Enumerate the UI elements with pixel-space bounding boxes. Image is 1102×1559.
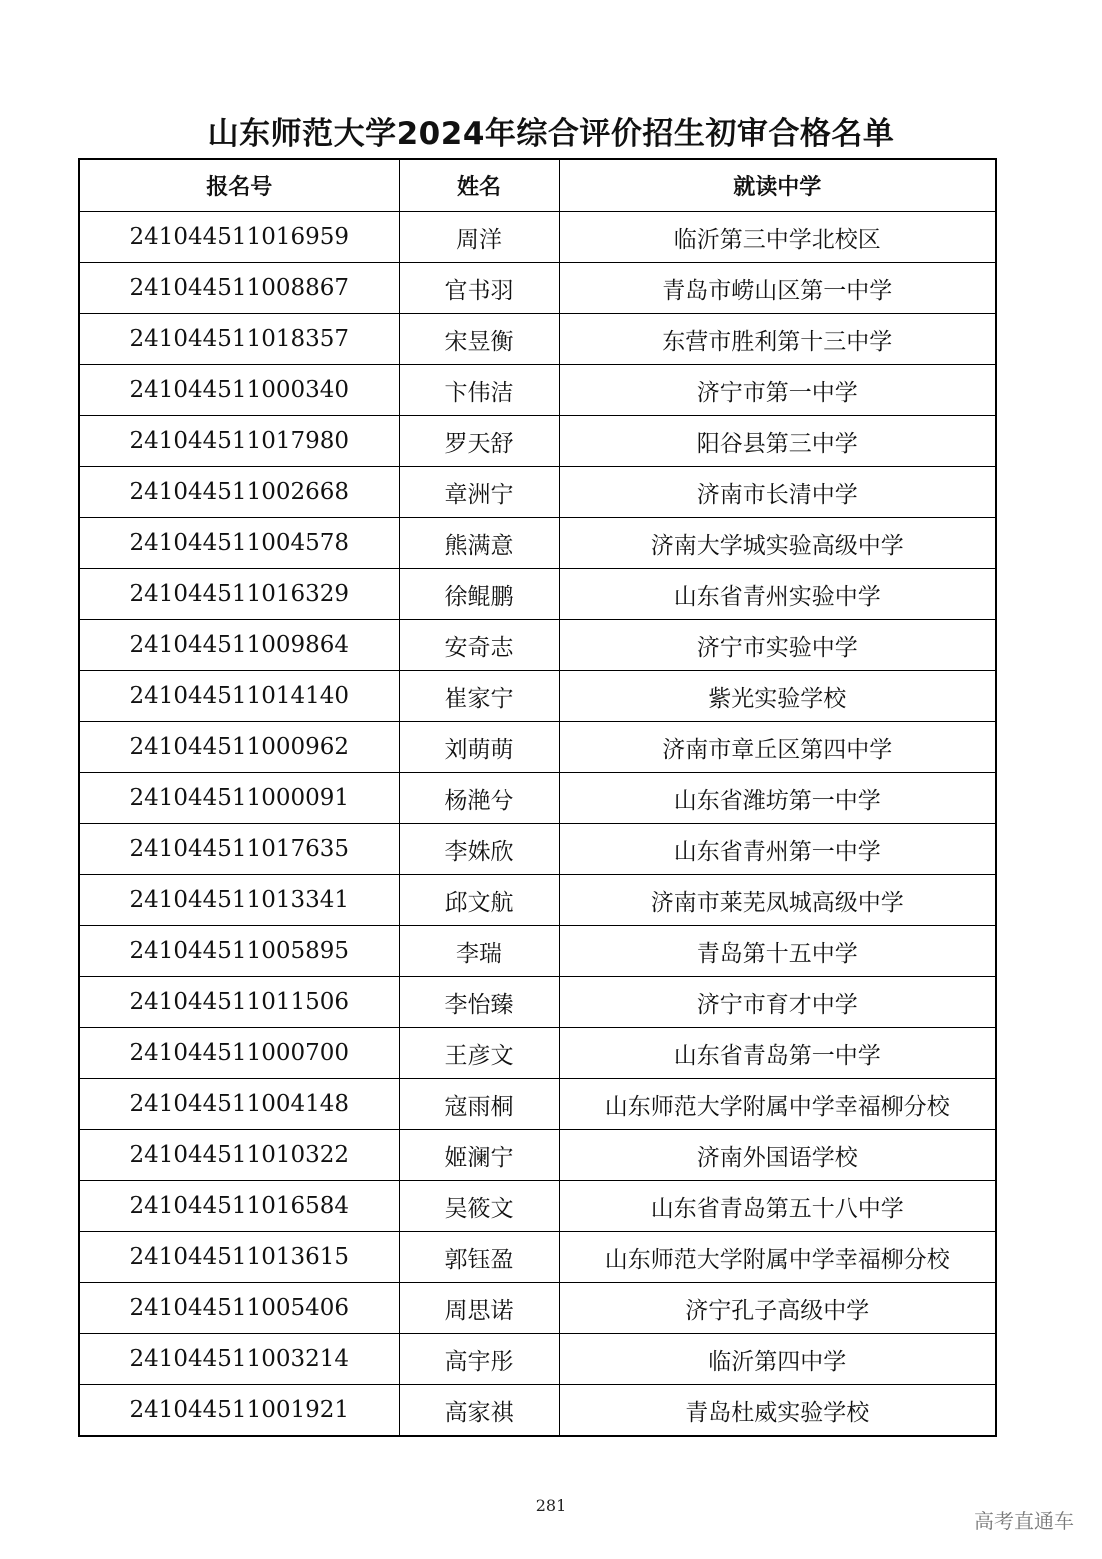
table-row: [79, 977, 996, 1028]
registration-number-cell: 241044511018357: [79, 314, 399, 365]
table-row: [79, 1283, 996, 1334]
school-name-cell: 济南大学城实验高级中学: [559, 518, 996, 569]
student-name-cell: 寇雨桐: [399, 1079, 559, 1130]
table-header-row: [79, 159, 996, 212]
student-name-cell: 徐鲲鹏: [399, 569, 559, 620]
registration-number-cell: 241044511008867: [79, 263, 399, 314]
header-name: 姓名: [399, 159, 559, 212]
school-name-cell: 紫光实验学校: [559, 671, 996, 722]
school-name-cell: 青岛第十五中学: [559, 926, 996, 977]
table-row: [79, 212, 996, 263]
registration-number-cell: 241044511010322: [79, 1130, 399, 1181]
registration-number-cell: 241044511005895: [79, 926, 399, 977]
school-name-cell: 山东师范大学附属中学幸福柳分校: [559, 1079, 996, 1130]
school-name-cell: 山东省青州第一中学: [559, 824, 996, 875]
table-row: [79, 569, 996, 620]
student-name-cell: 吴筱文: [399, 1181, 559, 1232]
school-name-cell: 山东师范大学附属中学幸福柳分校: [559, 1232, 996, 1283]
registration-number-cell: 241044511002668: [79, 467, 399, 518]
registration-number-cell: 241044511005406: [79, 1283, 399, 1334]
school-name-cell: 济宁市实验中学: [559, 620, 996, 671]
table-row: [79, 416, 996, 467]
student-name-cell: 周洋: [399, 212, 559, 263]
registration-number-cell: 241044511017980: [79, 416, 399, 467]
school-name-cell: 临沂第四中学: [559, 1334, 996, 1385]
school-name-cell: 济南市莱芜凤城高级中学: [559, 875, 996, 926]
student-name-cell: 李怡臻: [399, 977, 559, 1028]
table-row: [79, 1028, 996, 1079]
registration-number-cell: 241044511016959: [79, 212, 399, 263]
student-name-cell: 王彦文: [399, 1028, 559, 1079]
school-name-cell: 济南市长清中学: [559, 467, 996, 518]
table-row: [79, 824, 996, 875]
table-row: [79, 671, 996, 722]
registration-number-cell: 241044511000962: [79, 722, 399, 773]
school-name-cell: 山东省青州实验中学: [559, 569, 996, 620]
school-name-cell: 临沂第三中学北校区: [559, 212, 996, 263]
page-number: 281: [535, 1496, 567, 1515]
header-registration-number: 报名号: [79, 159, 399, 212]
registration-number-cell: 241044511000700: [79, 1028, 399, 1079]
table-row: [79, 1334, 996, 1385]
registration-number-cell: 241044511016584: [79, 1181, 399, 1232]
table-row: [79, 1130, 996, 1181]
student-name-cell: 宋昱衡: [399, 314, 559, 365]
registration-number-cell: 241044511016329: [79, 569, 399, 620]
registration-number-cell: 241044511013615: [79, 1232, 399, 1283]
table-row: [79, 467, 996, 518]
student-name-cell: 高家祺: [399, 1385, 559, 1437]
school-name-cell: 济宁孔子高级中学: [559, 1283, 996, 1334]
school-name-cell: 山东省潍坊第一中学: [559, 773, 996, 824]
school-name-cell: 青岛市崂山区第一中学: [559, 263, 996, 314]
table-row: [79, 1079, 996, 1130]
registration-number-cell: 241044511003214: [79, 1334, 399, 1385]
student-name-cell: 安奇志: [399, 620, 559, 671]
student-name-cell: 郭钰盈: [399, 1232, 559, 1283]
student-name-cell: 邱文航: [399, 875, 559, 926]
registration-number-cell: 241044511009864: [79, 620, 399, 671]
watermark-text: 高考直通车: [974, 1509, 1074, 1533]
registration-number-cell: 241044511004148: [79, 1079, 399, 1130]
student-name-cell: 官书羽: [399, 263, 559, 314]
school-name-cell: 青岛杜威实验学校: [559, 1385, 996, 1437]
registration-number-cell: 241044511000340: [79, 365, 399, 416]
student-name-cell: 李姝欣: [399, 824, 559, 875]
school-name-cell: 济南市章丘区第四中学: [559, 722, 996, 773]
school-name-cell: 济宁市第一中学: [559, 365, 996, 416]
student-name-cell: 刘萌萌: [399, 722, 559, 773]
table-row: [79, 1385, 996, 1437]
registration-number-cell: 241044511011506: [79, 977, 399, 1028]
student-name-cell: 周思诺: [399, 1283, 559, 1334]
table-row: [79, 722, 996, 773]
student-name-cell: 章洲宁: [399, 467, 559, 518]
student-name-cell: 卞伟洁: [399, 365, 559, 416]
page-title: 山东师范大学2024年综合评价招生初审合格名单: [207, 116, 895, 152]
student-name-cell: 杨滟兮: [399, 773, 559, 824]
registration-number-cell: 241044511014140: [79, 671, 399, 722]
table-row: [79, 773, 996, 824]
student-name-cell: 罗天舒: [399, 416, 559, 467]
table-row: [79, 620, 996, 671]
registration-number-cell: 241044511000091: [79, 773, 399, 824]
table-row: [79, 263, 996, 314]
admission-list-table: [78, 158, 997, 1437]
school-name-cell: 济宁市育才中学: [559, 977, 996, 1028]
school-name-cell: 济南外国语学校: [559, 1130, 996, 1181]
school-name-cell: 山东省青岛第五十八中学: [559, 1181, 996, 1232]
student-name-cell: 熊满意: [399, 518, 559, 569]
school-name-cell: 山东省青岛第一中学: [559, 1028, 996, 1079]
header-school: 就读中学: [559, 159, 996, 212]
table-row: [79, 518, 996, 569]
student-name-cell: 崔家宁: [399, 671, 559, 722]
school-name-cell: 阳谷县第三中学: [559, 416, 996, 467]
table-row: [79, 926, 996, 977]
student-name-cell: 李瑞: [399, 926, 559, 977]
table-row: [79, 1232, 996, 1283]
registration-number-cell: 241044511013341: [79, 875, 399, 926]
student-name-cell: 姬澜宁: [399, 1130, 559, 1181]
registration-number-cell: 241044511004578: [79, 518, 399, 569]
student-name-cell: 高宇彤: [399, 1334, 559, 1385]
table-row: [79, 365, 996, 416]
table-row: [79, 875, 996, 926]
registration-number-cell: 241044511001921: [79, 1385, 399, 1437]
table-row: [79, 314, 996, 365]
registration-number-cell: 241044511017635: [79, 824, 399, 875]
table-row: [79, 1181, 996, 1232]
school-name-cell: 东营市胜利第十三中学: [559, 314, 996, 365]
